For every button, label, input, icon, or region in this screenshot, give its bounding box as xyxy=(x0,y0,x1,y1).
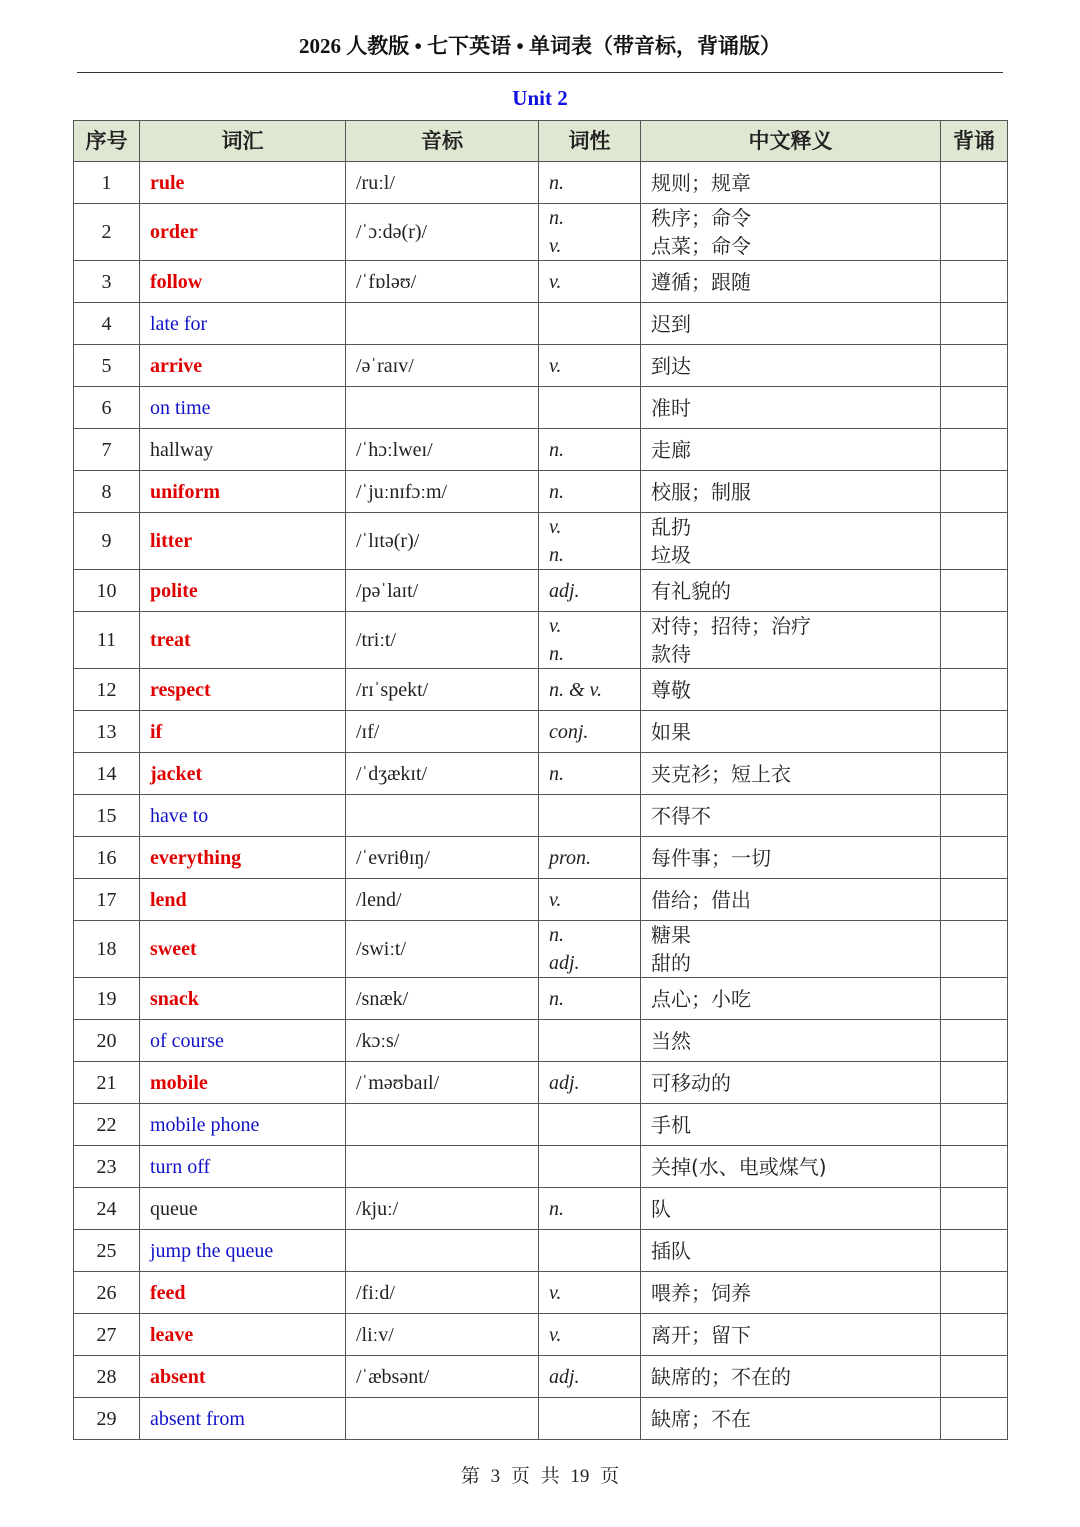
vocab-word: feed xyxy=(140,1272,346,1314)
table-row xyxy=(74,1230,1008,1272)
part-of-speech xyxy=(539,429,641,471)
chinese-meaning xyxy=(641,1188,941,1230)
row-number: 20 xyxy=(74,1020,140,1062)
table-row xyxy=(74,921,1008,978)
meaning-line: 遵循；跟随 xyxy=(651,269,751,294)
table-row xyxy=(74,303,1008,345)
row-number: 24 xyxy=(74,1188,140,1230)
table-body xyxy=(74,162,1008,1440)
table-row xyxy=(74,711,1008,753)
part-of-speech xyxy=(539,1398,641,1440)
chinese-meaning xyxy=(641,612,941,669)
recite-checkbox-cell[interactable] xyxy=(941,612,1008,669)
table-row xyxy=(74,1314,1008,1356)
table-header-row xyxy=(74,121,1008,162)
phonetic: /fiːd/ xyxy=(346,1272,539,1314)
meaning-line: 插队 xyxy=(651,1238,691,1263)
part-of-speech xyxy=(539,1230,641,1272)
part-of-speech-line: conj. xyxy=(549,720,589,743)
meaning-line: 借给；借出 xyxy=(651,887,751,912)
recite-checkbox-cell[interactable] xyxy=(941,753,1008,795)
part-of-speech xyxy=(539,303,641,345)
phonetic: /ˈfɒləʊ/ xyxy=(346,261,539,303)
part-of-speech-line: n. xyxy=(549,438,564,461)
meaning-line: 垃圾 xyxy=(651,543,691,567)
chinese-meaning xyxy=(641,1104,941,1146)
phonetic xyxy=(346,1146,539,1188)
vocab-word: absent from xyxy=(140,1398,346,1440)
part-of-speech xyxy=(539,1146,641,1188)
vocab-word: have to xyxy=(140,795,346,837)
meaning-line: 秩序；命令 xyxy=(651,206,751,230)
meaning-line: 关掉(水、电或煤气) xyxy=(651,1154,827,1179)
phonetic: /ˈæbsənt/ xyxy=(346,1356,539,1398)
table-row xyxy=(74,1356,1008,1398)
phonetic: /ruːl/ xyxy=(346,162,539,204)
vocab-word: turn off xyxy=(140,1146,346,1188)
part-of-speech xyxy=(539,570,641,612)
recite-checkbox-cell[interactable] xyxy=(941,345,1008,387)
meaning-line: 糖果 xyxy=(651,923,691,947)
meaning-line: 夹克衫；短上衣 xyxy=(651,761,791,786)
part-of-speech xyxy=(539,669,641,711)
recite-checkbox-cell[interactable] xyxy=(941,1272,1008,1314)
chinese-meaning xyxy=(641,837,941,879)
recite-checkbox-cell[interactable] xyxy=(941,978,1008,1020)
vocab-word: hallway xyxy=(140,429,346,471)
vocab-word: everything xyxy=(140,837,346,879)
chinese-meaning xyxy=(641,1314,941,1356)
vocab-word: sweet xyxy=(140,921,346,978)
phonetic: /rɪˈspekt/ xyxy=(346,669,539,711)
part-of-speech-line: v. xyxy=(549,1323,562,1346)
table-row xyxy=(74,513,1008,570)
meaning-line: 规则；规章 xyxy=(651,170,751,195)
part-of-speech-line: v. xyxy=(549,888,562,911)
recite-checkbox-cell[interactable] xyxy=(941,1062,1008,1104)
part-of-speech-line: v. xyxy=(549,1281,562,1304)
phonetic xyxy=(346,303,539,345)
part-of-speech-line: n. xyxy=(549,987,564,1010)
phonetic: /ˈɔːdə(r)/ xyxy=(346,204,539,261)
part-of-speech-line: n. & v. xyxy=(549,678,602,701)
column-header-part-of-speech: 词性 xyxy=(539,121,641,162)
part-of-speech-line: v. xyxy=(549,354,562,377)
vocab-word: queue xyxy=(140,1188,346,1230)
meaning-line: 喂养；饲养 xyxy=(651,1280,751,1305)
row-number: 27 xyxy=(74,1314,140,1356)
table-row xyxy=(74,162,1008,204)
chinese-meaning xyxy=(641,429,941,471)
vocab-word: order xyxy=(140,204,346,261)
chinese-meaning xyxy=(641,204,941,261)
chinese-meaning xyxy=(641,162,941,204)
meaning-line: 当然 xyxy=(651,1028,691,1053)
meaning-line: 缺席；不在 xyxy=(651,1406,751,1431)
phonetic: /ˈdʒækɪt/ xyxy=(346,753,539,795)
meaning-line: 乱扔 xyxy=(651,515,691,539)
part-of-speech-line: v. xyxy=(549,270,562,293)
meaning-line: 校服；制服 xyxy=(651,479,751,504)
meaning-line: 尊敬 xyxy=(651,677,691,702)
recite-checkbox-cell[interactable] xyxy=(941,471,1008,513)
vocab-word: on time xyxy=(140,387,346,429)
recite-checkbox-cell[interactable] xyxy=(941,1356,1008,1398)
chinese-meaning xyxy=(641,795,941,837)
table-row xyxy=(74,612,1008,669)
meaning-line: 缺席的；不在的 xyxy=(651,1364,791,1389)
recite-checkbox-cell[interactable] xyxy=(941,879,1008,921)
meaning-line: 点心；小吃 xyxy=(651,986,751,1011)
vocab-word: follow xyxy=(140,261,346,303)
phonetic xyxy=(346,1104,539,1146)
vocab-word: lend xyxy=(140,879,346,921)
row-number: 16 xyxy=(74,837,140,879)
meaning-line: 离开；留下 xyxy=(651,1322,751,1347)
meaning-line: 甜的 xyxy=(651,951,691,975)
meaning-line: 如果 xyxy=(651,719,691,744)
meaning-line: 到达 xyxy=(651,353,691,378)
phonetic: /swiːt/ xyxy=(346,921,539,978)
phonetic xyxy=(346,1398,539,1440)
meaning-line: 迟到 xyxy=(651,311,691,336)
part-of-speech xyxy=(539,1020,641,1062)
vocab-word: litter xyxy=(140,513,346,570)
row-number: 17 xyxy=(74,879,140,921)
part-of-speech xyxy=(539,978,641,1020)
recite-checkbox-cell[interactable] xyxy=(941,1020,1008,1062)
chinese-meaning xyxy=(641,513,941,570)
row-number: 2 xyxy=(74,204,140,261)
table-row xyxy=(74,1272,1008,1314)
phonetic: /kɔːs/ xyxy=(346,1020,539,1062)
phonetic: /lend/ xyxy=(346,879,539,921)
vocab-word: of course xyxy=(140,1020,346,1062)
column-header-phonetic: 音标 xyxy=(346,121,539,162)
recite-checkbox-cell[interactable] xyxy=(941,921,1008,978)
row-number: 12 xyxy=(74,669,140,711)
part-of-speech xyxy=(539,837,641,879)
chinese-meaning xyxy=(641,1272,941,1314)
table-row xyxy=(74,837,1008,879)
row-number: 21 xyxy=(74,1062,140,1104)
chinese-meaning xyxy=(641,303,941,345)
meaning-line: 队 xyxy=(651,1196,671,1221)
part-of-speech xyxy=(539,1272,641,1314)
part-of-speech xyxy=(539,471,641,513)
part-of-speech xyxy=(539,1104,641,1146)
phonetic: /ˈhɔːlweɪ/ xyxy=(346,429,539,471)
part-of-speech-line: v. xyxy=(549,516,562,538)
recite-checkbox-cell[interactable] xyxy=(941,837,1008,879)
meaning-line: 有礼貌的 xyxy=(651,578,731,603)
recite-checkbox-cell[interactable] xyxy=(941,1104,1008,1146)
column-header-recite: 背诵 xyxy=(941,121,1008,162)
meaning-line: 不得不 xyxy=(651,803,711,828)
phonetic: /kjuː/ xyxy=(346,1188,539,1230)
column-header-word: 词汇 xyxy=(140,121,346,162)
row-number: 10 xyxy=(74,570,140,612)
part-of-speech-line: v. xyxy=(549,235,562,257)
part-of-speech xyxy=(539,1314,641,1356)
part-of-speech-line: n. xyxy=(549,171,564,194)
column-header-meaning: 中文释义 xyxy=(641,121,941,162)
chinese-meaning xyxy=(641,753,941,795)
recite-checkbox-cell[interactable] xyxy=(941,429,1008,471)
recite-checkbox-cell[interactable] xyxy=(941,669,1008,711)
part-of-speech xyxy=(539,711,641,753)
vocab-word: jump the queue xyxy=(140,1230,346,1272)
row-number: 19 xyxy=(74,978,140,1020)
phonetic: /əˈraɪv/ xyxy=(346,345,539,387)
phonetic: /snæk/ xyxy=(346,978,539,1020)
part-of-speech xyxy=(539,795,641,837)
row-number: 11 xyxy=(74,612,140,669)
table-row xyxy=(74,1398,1008,1440)
recite-checkbox-cell[interactable] xyxy=(941,711,1008,753)
row-number: 28 xyxy=(74,1356,140,1398)
phonetic: /ˈjuːnɪfɔːm/ xyxy=(346,471,539,513)
meaning-line: 款待 xyxy=(651,642,691,666)
part-of-speech-line: adj. xyxy=(549,579,580,602)
table-row xyxy=(74,1146,1008,1188)
vocab-word: late for xyxy=(140,303,346,345)
row-number: 13 xyxy=(74,711,140,753)
row-number: 7 xyxy=(74,429,140,471)
phonetic xyxy=(346,387,539,429)
table-row xyxy=(74,1020,1008,1062)
chinese-meaning xyxy=(641,1146,941,1188)
part-of-speech-line: n. xyxy=(549,207,564,229)
recite-checkbox-cell[interactable] xyxy=(941,1146,1008,1188)
part-of-speech-line: n. xyxy=(549,544,564,566)
row-number: 18 xyxy=(74,921,140,978)
part-of-speech-line: adj. xyxy=(549,1071,580,1094)
table-row xyxy=(74,978,1008,1020)
table-row xyxy=(74,669,1008,711)
header-divider xyxy=(77,72,1003,73)
chinese-meaning xyxy=(641,471,941,513)
page-number: 第 3 页 共 19 页 xyxy=(460,1466,620,1487)
meaning-line: 手机 xyxy=(651,1112,691,1137)
phonetic: /ˈlɪtə(r)/ xyxy=(346,513,539,570)
part-of-speech xyxy=(539,513,641,570)
part-of-speech-line: v. xyxy=(549,615,562,637)
part-of-speech-line: adj. xyxy=(549,952,580,974)
vocab-word: mobile xyxy=(140,1062,346,1104)
vocab-word: if xyxy=(140,711,346,753)
recite-checkbox-cell[interactable] xyxy=(941,303,1008,345)
recite-checkbox-cell[interactable] xyxy=(941,795,1008,837)
row-number: 23 xyxy=(74,1146,140,1188)
phonetic xyxy=(346,1230,539,1272)
vocab-word: mobile phone xyxy=(140,1104,346,1146)
meaning-line: 每件事；一切 xyxy=(651,845,771,870)
chinese-meaning xyxy=(641,711,941,753)
row-number: 15 xyxy=(74,795,140,837)
row-number: 9 xyxy=(74,513,140,570)
vocab-word: rule xyxy=(140,162,346,204)
chinese-meaning xyxy=(641,879,941,921)
column-header-number: 序号 xyxy=(74,121,140,162)
document-title: 2026 人教版 • 七下英语 • 单词表（带音标，背诵版） xyxy=(299,34,781,58)
meaning-line: 点菜；命令 xyxy=(651,234,751,258)
meaning-line: 对待；招待；治疗 xyxy=(651,614,811,638)
part-of-speech-line: n. xyxy=(549,643,564,665)
vocab-word: snack xyxy=(140,978,346,1020)
chinese-meaning xyxy=(641,570,941,612)
vocab-word: uniform xyxy=(140,471,346,513)
part-of-speech xyxy=(539,387,641,429)
table-row xyxy=(74,345,1008,387)
chinese-meaning xyxy=(641,261,941,303)
table-row xyxy=(74,261,1008,303)
row-number: 3 xyxy=(74,261,140,303)
part-of-speech xyxy=(539,921,641,978)
vocabulary-table xyxy=(73,120,1008,1440)
phonetic: /ɪf/ xyxy=(346,711,539,753)
recite-checkbox-cell[interactable] xyxy=(941,1230,1008,1272)
part-of-speech-line: pron. xyxy=(549,846,592,869)
phonetic: /ˈevriθɪŋ/ xyxy=(346,837,539,879)
row-number: 5 xyxy=(74,345,140,387)
part-of-speech xyxy=(539,879,641,921)
table-row xyxy=(74,753,1008,795)
part-of-speech-line: adj. xyxy=(549,1365,580,1388)
recite-checkbox-cell[interactable] xyxy=(941,513,1008,570)
chinese-meaning xyxy=(641,978,941,1020)
row-number: 6 xyxy=(74,387,140,429)
part-of-speech xyxy=(539,162,641,204)
vocab-word: jacket xyxy=(140,753,346,795)
table-row xyxy=(74,1188,1008,1230)
table-row xyxy=(74,471,1008,513)
vocab-word: arrive xyxy=(140,345,346,387)
row-number: 1 xyxy=(74,162,140,204)
part-of-speech xyxy=(539,345,641,387)
chinese-meaning xyxy=(641,669,941,711)
row-number: 26 xyxy=(74,1272,140,1314)
part-of-speech-line: n. xyxy=(549,924,564,946)
part-of-speech-line: n. xyxy=(549,480,564,503)
phonetic: /ˈməʊbaɪl/ xyxy=(346,1062,539,1104)
recite-checkbox-cell[interactable] xyxy=(941,1188,1008,1230)
table-row xyxy=(74,1104,1008,1146)
recite-checkbox-cell[interactable] xyxy=(941,1314,1008,1356)
recite-checkbox-cell[interactable] xyxy=(941,570,1008,612)
table-row xyxy=(74,387,1008,429)
phonetic xyxy=(346,795,539,837)
row-number: 8 xyxy=(74,471,140,513)
part-of-speech xyxy=(539,1062,641,1104)
recite-checkbox-cell[interactable] xyxy=(941,387,1008,429)
chinese-meaning xyxy=(641,387,941,429)
part-of-speech-line: n. xyxy=(549,762,564,785)
table-row xyxy=(74,795,1008,837)
table-row xyxy=(74,879,1008,921)
row-number: 4 xyxy=(74,303,140,345)
vocab-word: polite xyxy=(140,570,346,612)
table-row xyxy=(74,204,1008,261)
vocab-word: respect xyxy=(140,669,346,711)
part-of-speech xyxy=(539,261,641,303)
chinese-meaning xyxy=(641,1020,941,1062)
phonetic: /liːv/ xyxy=(346,1314,539,1356)
recite-checkbox-cell[interactable] xyxy=(941,162,1008,204)
vocab-word: treat xyxy=(140,612,346,669)
phonetic: /triːt/ xyxy=(346,612,539,669)
part-of-speech-line: n. xyxy=(549,1197,564,1220)
unit-title: Unit 2 xyxy=(512,86,568,110)
chinese-meaning xyxy=(641,1356,941,1398)
phonetic: /pəˈlaɪt/ xyxy=(346,570,539,612)
chinese-meaning xyxy=(641,921,941,978)
table-row xyxy=(74,1062,1008,1104)
row-number: 25 xyxy=(74,1230,140,1272)
vocab-word: absent xyxy=(140,1356,346,1398)
meaning-line: 准时 xyxy=(651,395,691,420)
row-number: 22 xyxy=(74,1104,140,1146)
vocab-word: leave xyxy=(140,1314,346,1356)
chinese-meaning xyxy=(641,1230,941,1272)
meaning-line: 走廊 xyxy=(651,437,691,462)
recite-checkbox-cell[interactable] xyxy=(941,204,1008,261)
recite-checkbox-cell[interactable] xyxy=(941,1398,1008,1440)
part-of-speech xyxy=(539,1356,641,1398)
chinese-meaning xyxy=(641,1398,941,1440)
row-number: 14 xyxy=(74,753,140,795)
chinese-meaning xyxy=(641,1062,941,1104)
part-of-speech xyxy=(539,753,641,795)
meaning-line: 可移动的 xyxy=(651,1070,731,1095)
recite-checkbox-cell[interactable] xyxy=(941,261,1008,303)
table-row xyxy=(74,570,1008,612)
table-row xyxy=(74,429,1008,471)
part-of-speech xyxy=(539,204,641,261)
row-number: 29 xyxy=(74,1398,140,1440)
part-of-speech xyxy=(539,612,641,669)
part-of-speech xyxy=(539,1188,641,1230)
chinese-meaning xyxy=(641,345,941,387)
